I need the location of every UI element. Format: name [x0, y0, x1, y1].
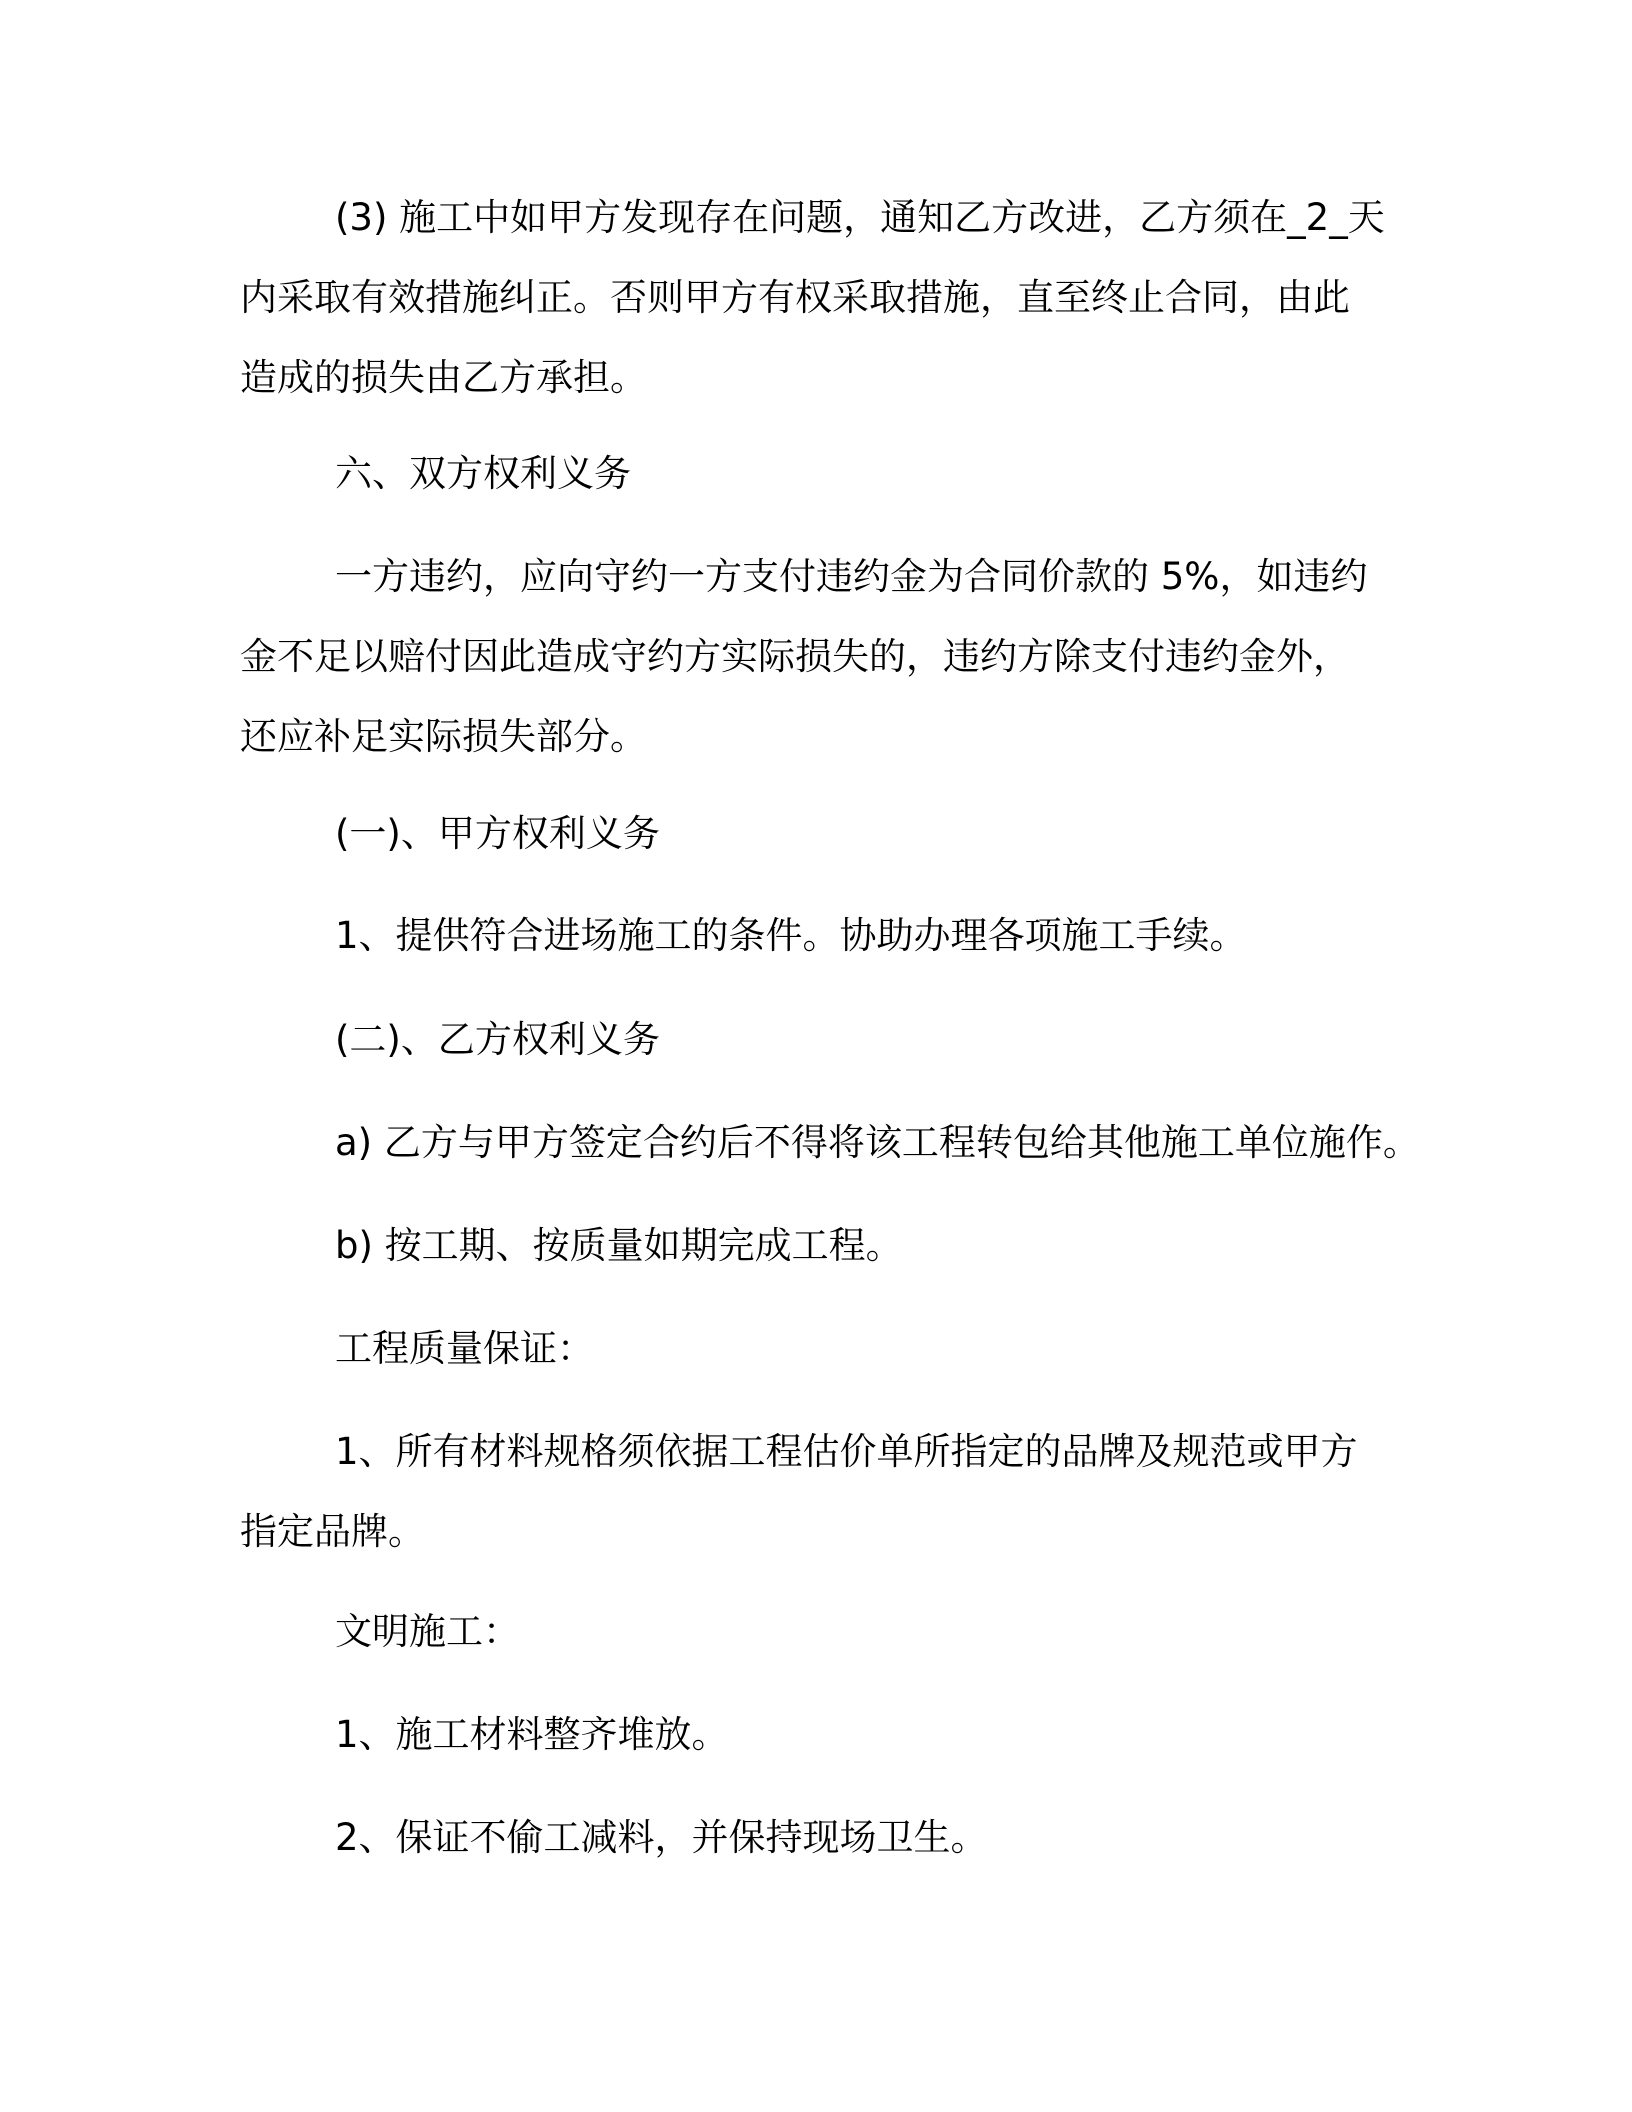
- heading-text: 六、双方权利义务: [335, 452, 631, 495]
- heading-text: (一)、甲方权利义务: [335, 812, 660, 855]
- paragraph-line: 金不足以赔付因此造成守约方实际损失的，违约方除支付违约金外，: [240, 635, 1350, 678]
- quality-heading: [240, 1309, 1390, 1389]
- heading-text: 文明施工：: [335, 1610, 520, 1653]
- breach-clause-paragraph: [240, 537, 1390, 777]
- section-heading: [240, 434, 1390, 514]
- paragraph-line: 还应补足实际损失部分。: [240, 715, 647, 758]
- paragraph-line: (3) 施工中如甲方发现存在问题，通知乙方改进，乙方须在_2_天: [335, 196, 1385, 239]
- heading-text: 工程质量保证：: [335, 1327, 594, 1370]
- party-a-item: [240, 896, 1390, 976]
- paragraph-line: 内采取有效措施纠正。否则甲方有权采取措施，直至终止合同，由此: [240, 276, 1350, 319]
- civilized-heading: [240, 1592, 1390, 1672]
- heading-text: (二)、乙方权利义务: [335, 1018, 660, 1061]
- paragraph-line: 造成的损失由乙方承担。: [240, 356, 647, 399]
- list-item-text: 1、施工材料整齐堆放。: [335, 1713, 729, 1756]
- paragraph-line: 一方违约，应向守约一方支付违约金为合同价款的 5%，如违约: [335, 555, 1368, 598]
- party-b-heading: [240, 1000, 1390, 1080]
- quality-item: [240, 1412, 1390, 1572]
- clause-3-paragraph: [240, 178, 1390, 418]
- list-item-text: b) 按工期、按质量如期完成工程。: [335, 1224, 903, 1267]
- list-item-text: a) 乙方与甲方签定合约后不得将该工程转包给其他施工单位施作。: [335, 1121, 1420, 1164]
- party-b-item-a: [240, 1103, 1420, 1183]
- list-item-text: 1、提供符合进场施工的条件。协助办理各项施工手续。: [335, 914, 1247, 957]
- paragraph-line: 1、所有材料规格须依据工程估价单所指定的品牌及规范或甲方: [335, 1430, 1358, 1473]
- civilized-item-2: [240, 1798, 1390, 1878]
- list-item-text: 2、保证不偷工减料，并保持现场卫生。: [335, 1816, 988, 1859]
- paragraph-line: 指定品牌。: [240, 1510, 425, 1553]
- civilized-item-1: [240, 1695, 1390, 1775]
- party-b-item-b: [240, 1206, 1390, 1286]
- party-a-heading: [240, 794, 1390, 874]
